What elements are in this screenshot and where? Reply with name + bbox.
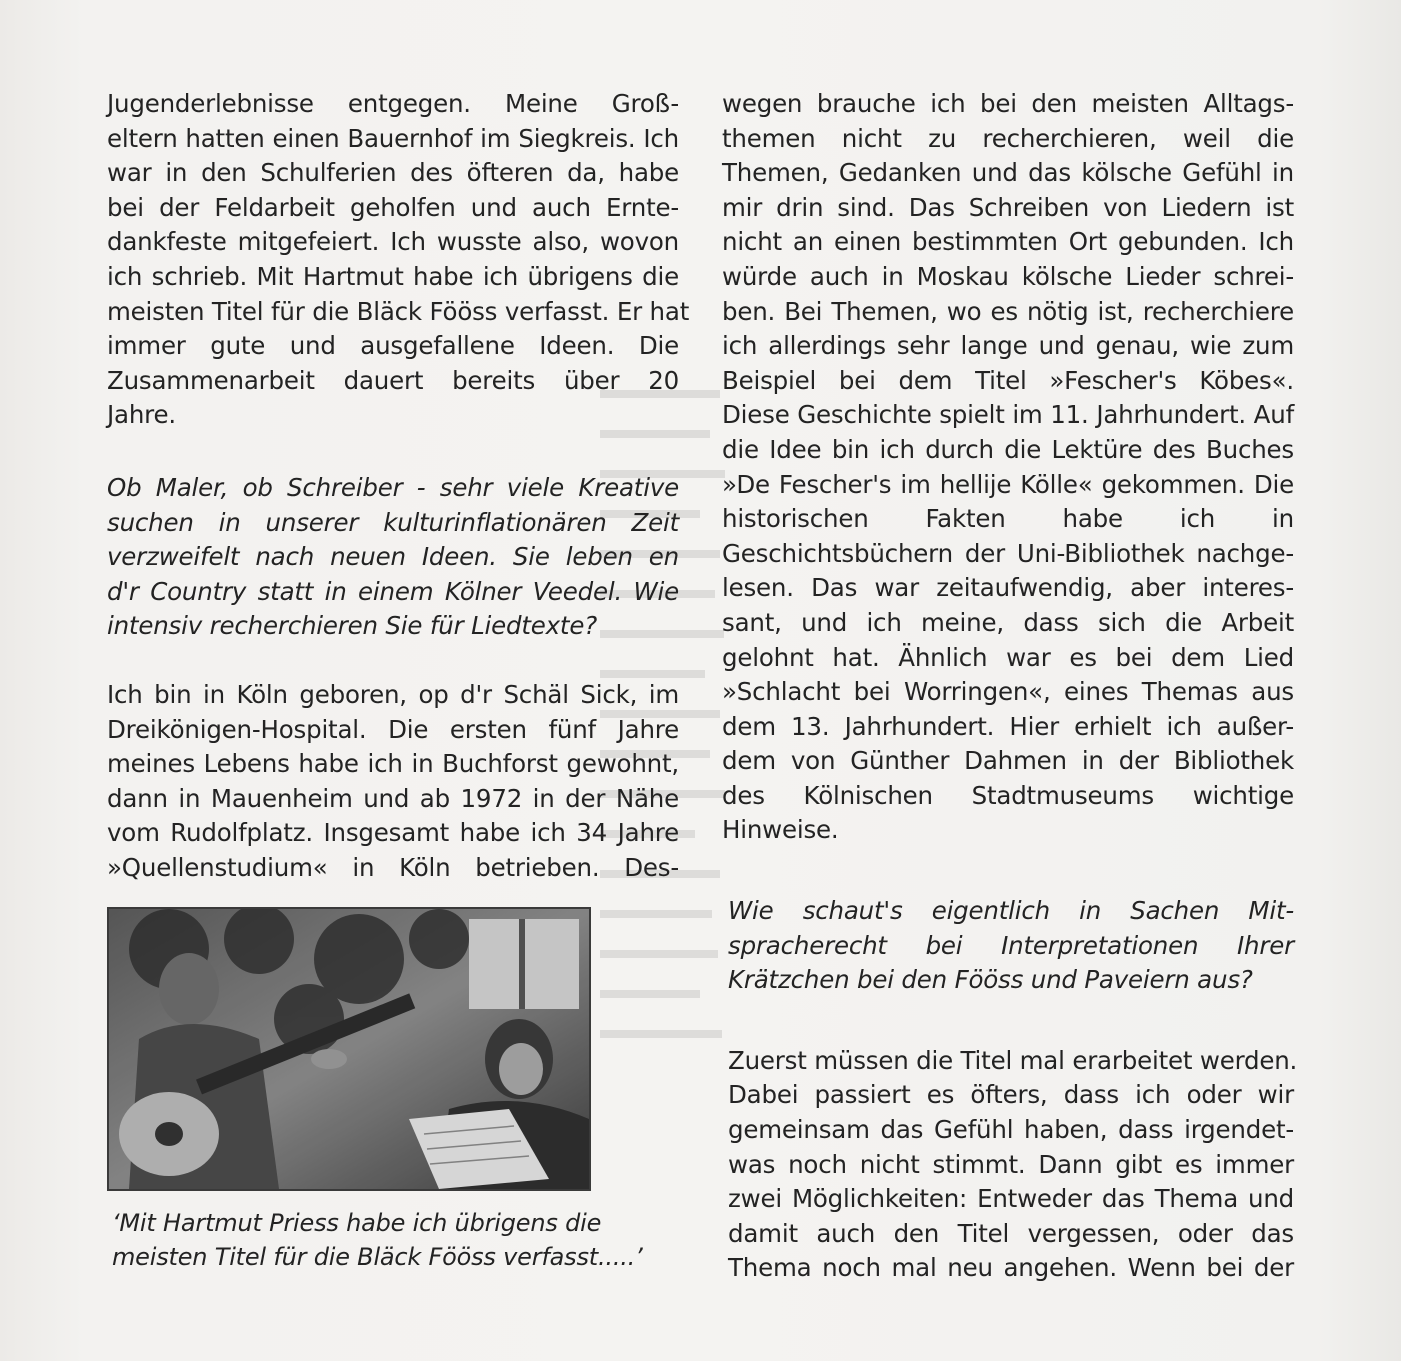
text-line: Jahre.: [107, 400, 176, 430]
interview-question-1: [107, 471, 679, 644]
text-line: mir drin sind. Das Schreiben von Liedern ist: [722, 192, 1294, 222]
interview-question-2: [722, 894, 1294, 998]
question-line: Ob Maler, ob Schreiber - sehr viele Kreative: [107, 472, 679, 502]
text-line: Dreikönigen-Hospital. Die ersten fünf Jahre: [107, 714, 679, 744]
text-line: themen nicht zu recherchieren, weil die: [722, 123, 1294, 153]
text-line: gelohnt hat. Ähnlich war es bei dem Lied: [722, 642, 1294, 672]
caption-line: ‘Mit Hartmut Priess habe ich übrigens die: [112, 1209, 602, 1237]
question-line: spracherecht bei Interpretationen Ihrer: [728, 930, 1294, 960]
question-line: verzweifelt nach neuen Ideen. Sie leben en: [107, 542, 679, 572]
text-line: Zuerst müssen die Titel mal erarbeitet werden.: [728, 1045, 1298, 1075]
question-line: intensiv recherchieren Sie für Liedtexte?: [107, 611, 598, 641]
text-line: sant, und ich meine, dass sich die Arbeit: [722, 607, 1294, 637]
text-line: Diese Geschichte spielt im 11. Jahrhundert. Auf: [722, 400, 1294, 430]
text-line: Geschichtsbüchern der Uni-Bibliothek nachge-: [722, 538, 1294, 568]
text-line: dem von Günther Dahmen in der Bibliothek: [722, 746, 1294, 776]
text-line: »Quellenstudium« in Köln betrieben. Des-: [107, 852, 679, 882]
caption-line: meisten Titel für die Bläck Fööss verfasst.....’: [112, 1243, 643, 1271]
text-line: wegen brauche ich bei den meisten Alltags-: [722, 89, 1294, 118]
text-line: damit auch den Titel vergessen, oder das: [728, 1218, 1294, 1248]
right-column: [722, 87, 1298, 1286]
text-line: »Schlacht bei Worringen«, eines Themas aus: [722, 677, 1294, 707]
text-line: ich schrieb. Mit Hartmut habe ich übrigens die: [107, 261, 679, 291]
text-line: Dabei passiert es öfters, dass ich oder wir: [728, 1080, 1294, 1110]
text-line: ich allerdings sehr lange und genau, wie zum: [722, 331, 1294, 361]
photo-musicians-with-guitar: [107, 907, 591, 1191]
left-paragraph-2: [107, 678, 679, 886]
text-line: was noch nicht stimmt. Dann gibt es immer: [728, 1149, 1294, 1179]
text-line: dann in Mauenheim und ab 1972 in der Nähe: [107, 783, 679, 813]
text-line: historischen Fakten habe ich in: [722, 504, 1294, 534]
text-line: Ich bin in Köln geboren, op d'r Schäl Sick, im: [107, 679, 679, 709]
text-line: eltern hatten einen Bauernhof im Siegkreis. Ich: [107, 123, 679, 153]
text-line: ben. Bei Themen, wo es nötig ist, recherchiere: [722, 296, 1294, 326]
text-line: war in den Schulferien des öfteren da, habe: [107, 158, 679, 188]
text-line: Jugenderlebnisse entgegen. Meine Groß-: [107, 89, 679, 118]
left-column: [107, 87, 690, 885]
text-line: Zusammenarbeit dauert bereits über 20: [107, 365, 679, 395]
question-line: Wie schaut's eigentlich in Sachen Mit-: [728, 896, 1294, 926]
text-line: Beispiel bei dem Titel »Fescher's Köbes«.: [722, 365, 1294, 395]
text-line: Themen, Gedanken und das kölsche Gefühl in: [722, 158, 1294, 188]
text-line: des Kölnischen Stadtmuseums wichtige: [722, 780, 1294, 810]
text-line: dankfeste mitgefeiert. Ich wusste also, wovon: [107, 227, 679, 257]
text-line: dem 13. Jahrhundert. Hier erhielt ich außer-: [722, 711, 1294, 741]
text-line: Hinweise.: [722, 815, 839, 845]
question-line: d'r Country statt in einem Kölner Veedel. Wie: [107, 576, 679, 606]
text-line: gemeinsam das Gefühl haben, dass irgendet-: [728, 1115, 1294, 1145]
text-line: meines Lebens habe ich in Buchforst gewohnt,: [107, 749, 679, 779]
text-line: würde auch in Moskau kölsche Lieder schrei-: [722, 261, 1294, 291]
text-line: immer gute und ausgefallene Ideen. Die: [107, 331, 679, 361]
text-line: lesen. Das war zeitaufwendig, aber interes-: [722, 573, 1294, 603]
text-line: Thema noch mal neu angehen. Wenn bei der: [728, 1253, 1294, 1283]
right-paragraph-1: [722, 87, 1294, 848]
photo-caption: [112, 1206, 643, 1274]
text-line: »De Fescher's im hellije Kölle« gekommen. Die: [722, 469, 1294, 499]
right-paragraph-2: [722, 1044, 1298, 1286]
text-line: die Idee bin ich durch die Lektüre des Buches: [722, 434, 1294, 464]
text-line: bei der Feldarbeit geholfen und auch Ernte-: [107, 192, 679, 222]
question-line: Krätzchen bei den Fööss und Paveiern aus?: [728, 965, 1253, 995]
left-paragraph-1: [107, 87, 690, 433]
photo-image: [109, 909, 589, 1189]
text-line: vom Rudolfplatz. Insgesamt habe ich 34 Jahre: [107, 818, 679, 848]
text-line: nicht an einen bestimmten Ort gebunden. Ich: [722, 227, 1294, 257]
text-line: meisten Titel für die Bläck Fööss verfasst. Er hat: [107, 296, 690, 326]
text-line: zwei Möglichkeiten: Entweder das Thema und: [728, 1184, 1294, 1214]
question-line: suchen in unserer kulturinflationären Zeit: [107, 507, 679, 537]
